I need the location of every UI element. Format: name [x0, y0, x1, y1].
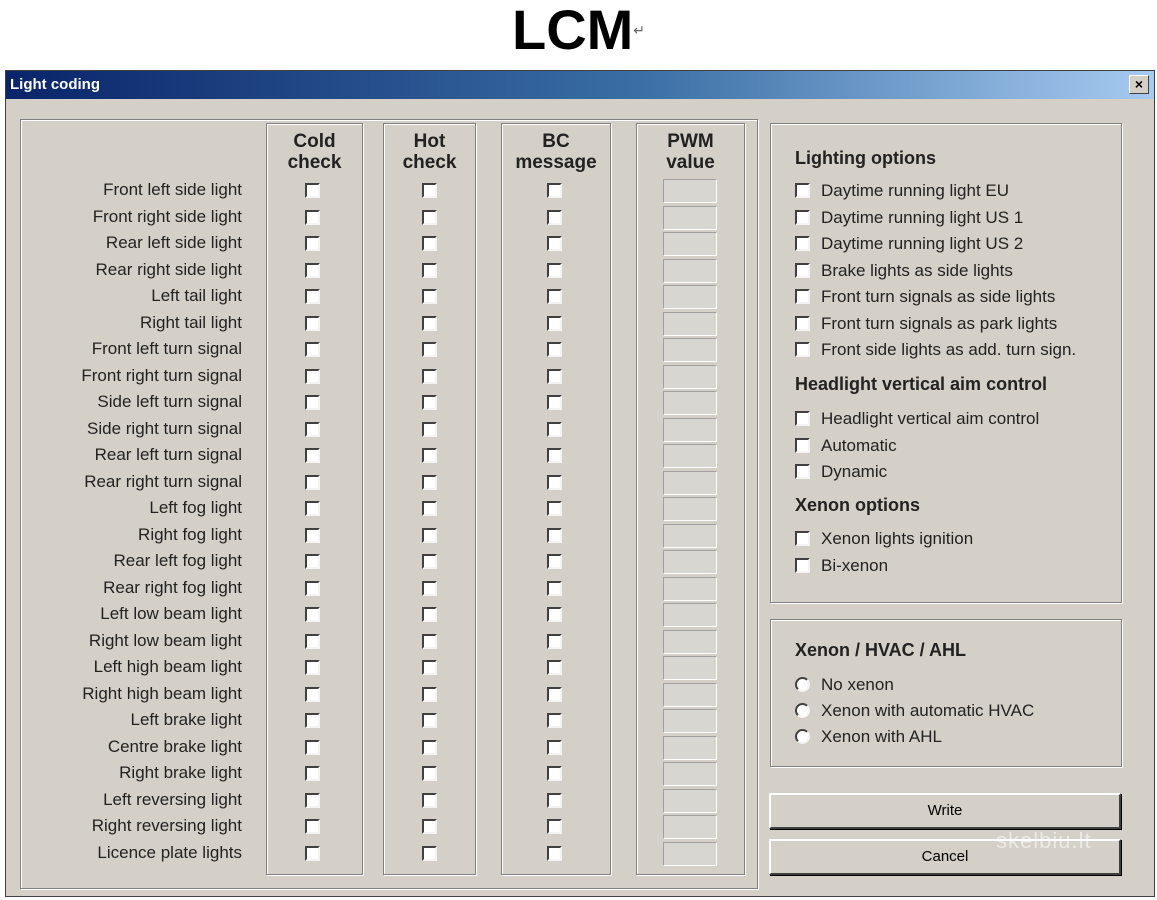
cold-check-checkbox[interactable]: [305, 846, 320, 861]
bc-message-checkbox[interactable]: [547, 766, 562, 781]
bc-message-checkbox[interactable]: [547, 660, 562, 675]
checkbox[interactable]: [795, 263, 810, 278]
bc-message-checkbox[interactable]: [547, 448, 562, 463]
checkbox[interactable]: [795, 236, 810, 251]
option-label: Front turn signals as side lights: [821, 287, 1056, 306]
pwm-value-input[interactable]: [663, 789, 717, 813]
row-label: Rear right turn signal: [84, 471, 242, 491]
row-label: Side right turn signal: [87, 418, 242, 438]
bc-message-checkbox[interactable]: [547, 528, 562, 543]
xenon-hvac-ahl-panel: [770, 619, 1122, 767]
pwm-value-input[interactable]: [663, 365, 717, 389]
cold-check-checkbox[interactable]: [305, 607, 320, 622]
bc-message-checkbox[interactable]: [547, 263, 562, 278]
row-label: Front right side light: [92, 206, 242, 226]
pwm-value-input[interactable]: [663, 312, 717, 336]
cold-check-checkbox[interactable]: [305, 660, 320, 675]
cold-check-checkbox[interactable]: [305, 183, 320, 198]
hot-check-checkbox[interactable]: [422, 236, 437, 251]
titlebar[interactable]: [6, 71, 1154, 99]
bc-message-checkbox[interactable]: [547, 369, 562, 384]
hot-check-checkbox[interactable]: [422, 369, 437, 384]
checkbox[interactable]: [795, 316, 810, 331]
row-label: Right low beam light: [88, 630, 242, 650]
checkbox[interactable]: [795, 558, 810, 573]
cold-check-checkbox[interactable]: [305, 687, 320, 702]
hot-check-checkbox[interactable]: [422, 528, 437, 543]
option-label: Xenon lights ignition: [821, 529, 974, 548]
bc-message-checkbox[interactable]: [547, 687, 562, 702]
pwm-value-input[interactable]: [663, 815, 717, 839]
checkbox[interactable]: [795, 342, 810, 357]
pwm-value-input[interactable]: [663, 206, 717, 230]
watermark: skelbiu.lt: [996, 828, 1092, 853]
option-label: Headlight vertical aim control: [821, 409, 1040, 428]
cold-check-checkbox[interactable]: [305, 740, 320, 755]
pwm-value-input[interactable]: [663, 391, 717, 415]
row-label: Left reversing light: [103, 789, 242, 809]
cold-check-checkbox[interactable]: [305, 501, 320, 516]
bc-message-header-line2: message: [515, 152, 597, 173]
pwm-value-input[interactable]: [663, 656, 717, 680]
hot-check-checkbox[interactable]: [422, 819, 437, 834]
hot-check-checkbox[interactable]: [422, 263, 437, 278]
bc-message-checkbox[interactable]: [547, 501, 562, 516]
hot-check-checkbox[interactable]: [422, 342, 437, 357]
bc-message-checkbox[interactable]: [547, 713, 562, 728]
cold-check-checkbox[interactable]: [305, 448, 320, 463]
cold-check-checkbox[interactable]: [305, 236, 320, 251]
hot-check-checkbox[interactable]: [422, 581, 437, 596]
hot-check-checkbox[interactable]: [422, 395, 437, 410]
cold-check-checkbox[interactable]: [305, 713, 320, 728]
pwm-value-input[interactable]: [663, 524, 717, 548]
pwm-value-header-line2: value: [666, 152, 715, 173]
row-label: Left high beam light: [93, 657, 242, 676]
hot-check-checkbox[interactable]: [422, 316, 437, 331]
bc-message-checkbox[interactable]: [547, 819, 562, 834]
bc-message-checkbox[interactable]: [547, 554, 562, 569]
option-label: Daytime running light EU: [821, 181, 1010, 200]
pwm-value-input[interactable]: [663, 497, 717, 521]
row-label: Rear right side light: [95, 259, 242, 279]
pwm-value-input[interactable]: [663, 259, 717, 283]
checkbox[interactable]: [795, 531, 810, 546]
cold-check-checkbox[interactable]: [305, 395, 320, 410]
row-label: Right fog light: [138, 524, 242, 544]
bc-message-checkbox[interactable]: [547, 740, 562, 755]
hot-check-checkbox[interactable]: [422, 422, 437, 437]
bc-message-checkbox[interactable]: [547, 316, 562, 331]
hot-check-checkbox[interactable]: [422, 607, 437, 622]
hot-check-checkbox[interactable]: [422, 766, 437, 781]
option-label: Front turn signals as park lights: [821, 313, 1058, 333]
option-label: Automatic: [821, 435, 897, 455]
row-label: Right tail light: [139, 312, 242, 332]
bc-message-checkbox[interactable]: [547, 846, 562, 861]
bc-message-checkbox[interactable]: [547, 183, 562, 198]
row-label: Front right turn signal: [81, 365, 242, 385]
checkbox[interactable]: [795, 210, 810, 225]
row-label: Right reversing light: [91, 816, 242, 835]
checkbox[interactable]: [795, 183, 810, 198]
cold-check-checkbox[interactable]: [305, 422, 320, 437]
write-button[interactable]: Write: [769, 793, 1121, 829]
checkbox[interactable]: [795, 438, 810, 453]
bc-message-header-line1: BC: [542, 131, 570, 152]
cold-check-checkbox[interactable]: [305, 369, 320, 384]
pwm-value-input[interactable]: [663, 444, 717, 468]
row-label: Right high beam light: [82, 683, 242, 703]
pwm-value-input[interactable]: [663, 736, 717, 760]
pwm-value-input[interactable]: [663, 709, 717, 733]
cold-check-checkbox[interactable]: [305, 263, 320, 278]
hot-check-checkbox[interactable]: [422, 660, 437, 675]
hot-check-checkbox[interactable]: [422, 448, 437, 463]
close-button[interactable]: [1129, 75, 1149, 94]
hot-check-checkbox[interactable]: [422, 846, 437, 861]
bc-message-checkbox[interactable]: [547, 289, 562, 304]
option-label: Dynamic: [821, 462, 888, 481]
pwm-value-input[interactable]: [663, 550, 717, 574]
bc-message-checkbox[interactable]: [547, 236, 562, 251]
bc-message-checkbox[interactable]: [547, 422, 562, 437]
cold-check-checkbox[interactable]: [305, 766, 320, 781]
row-label: Left low beam light: [100, 604, 242, 623]
row-label: Left tail light: [151, 286, 242, 305]
hot-check-checkbox[interactable]: [422, 793, 437, 808]
bc-message-checkbox[interactable]: [547, 342, 562, 357]
radio-button[interactable]: [795, 729, 810, 744]
pwm-value-header-line1: PWM: [667, 131, 714, 152]
row-label: Rear left side light: [105, 233, 242, 252]
pwm-value-input[interactable]: [663, 842, 717, 866]
row-label: Left fog light: [149, 498, 242, 517]
row-label: Right brake light: [119, 763, 242, 782]
cold-check-checkbox[interactable]: [305, 316, 320, 331]
pwm-value-input[interactable]: [663, 683, 717, 707]
window-title: Light coding: [10, 76, 100, 93]
option-label: Xenon with AHL: [821, 727, 942, 746]
cold-check-checkbox[interactable]: [305, 634, 320, 649]
hot-check-header-line2: check: [402, 152, 457, 173]
row-label: Rear right fog light: [103, 577, 242, 597]
pwm-value-input[interactable]: [663, 179, 717, 203]
hot-check-checkbox[interactable]: [422, 740, 437, 755]
hot-check-checkbox[interactable]: [422, 634, 437, 649]
pwm-value-input[interactable]: [663, 338, 717, 362]
pwm-value-input[interactable]: [663, 577, 717, 601]
cold-check-checkbox[interactable]: [305, 528, 320, 543]
xenon-options-heading: Xenon options: [795, 495, 920, 515]
pwm-value-input[interactable]: [663, 232, 717, 256]
checkbox[interactable]: [795, 411, 810, 426]
hot-check-checkbox[interactable]: [422, 687, 437, 702]
cold-check-checkbox[interactable]: [305, 793, 320, 808]
checkbox[interactable]: [795, 464, 810, 479]
pwm-value-input[interactable]: [663, 603, 717, 627]
bc-message-checkbox[interactable]: [547, 210, 562, 225]
page-heading: [0, 0, 1157, 70]
hot-check-checkbox[interactable]: [422, 713, 437, 728]
option-label: Brake lights as side lights: [821, 260, 1013, 280]
radio-button[interactable]: [795, 677, 810, 692]
bc-message-checkbox[interactable]: [547, 475, 562, 490]
bc-message-checkbox[interactable]: [547, 581, 562, 596]
row-label: Left brake light: [130, 710, 242, 729]
pwm-value-input[interactable]: [663, 762, 717, 786]
cancel-button[interactable]: Cancel: [769, 839, 1121, 875]
cold-check-checkbox[interactable]: [305, 289, 320, 304]
option-label: No xenon: [821, 675, 894, 694]
row-label: Licence plate lights: [97, 842, 242, 862]
pwm-value-input[interactable]: [663, 418, 717, 442]
close-icon: ×: [1134, 76, 1144, 92]
option-label: Front side lights as add. turn sign.: [821, 340, 1077, 359]
cold-check-checkbox[interactable]: [305, 342, 320, 357]
return-mark: ↵: [633, 22, 646, 38]
cold-check-checkbox[interactable]: [305, 554, 320, 569]
bc-message-checkbox[interactable]: [547, 607, 562, 622]
option-label: Daytime running light US 2: [821, 234, 1024, 253]
page-heading-text: LCM: [511, 0, 634, 61]
cold-check-checkbox[interactable]: [305, 581, 320, 596]
row-label: Front left turn signal: [91, 339, 242, 358]
radio-button[interactable]: [795, 703, 810, 718]
option-label: Xenon with automatic HVAC: [821, 701, 1035, 720]
checkbox[interactable]: [795, 289, 810, 304]
hot-check-checkbox[interactable]: [422, 554, 437, 569]
hot-check-header-line1: Hot: [413, 131, 446, 152]
hot-check-checkbox[interactable]: [422, 210, 437, 225]
headlight-aim-heading: Headlight vertical aim control: [795, 374, 1048, 394]
pwm-value-input[interactable]: [663, 630, 717, 654]
hot-check-checkbox[interactable]: [422, 475, 437, 490]
hot-check-checkbox[interactable]: [422, 289, 437, 304]
cold-check-header-line1: Cold: [293, 131, 336, 152]
lighting-options-panel: [770, 123, 1122, 603]
bc-message-checkbox[interactable]: [547, 793, 562, 808]
pwm-value-input[interactable]: [663, 471, 717, 495]
hot-check-checkbox[interactable]: [422, 501, 437, 516]
cold-check-checkbox[interactable]: [305, 210, 320, 225]
cold-check-header-line2: check: [287, 152, 342, 173]
option-label: Daytime running light US 1: [821, 207, 1024, 227]
row-label: Rear left turn signal: [94, 445, 242, 464]
xenon-hvac-ahl-heading: Xenon / HVAC / AHL: [795, 640, 966, 660]
row-label: Side left turn signal: [97, 392, 242, 411]
row-label: Front left side light: [103, 180, 242, 199]
option-label: Bi-xenon: [821, 555, 889, 575]
light-coding-window: [5, 70, 1155, 897]
row-label: Rear left fog light: [113, 551, 242, 570]
bc-message-checkbox[interactable]: [547, 634, 562, 649]
row-label: Centre brake light: [107, 736, 242, 756]
cold-check-checkbox[interactable]: [305, 475, 320, 490]
bc-message-checkbox[interactable]: [547, 395, 562, 410]
hot-check-checkbox[interactable]: [422, 183, 437, 198]
pwm-value-input[interactable]: [663, 285, 717, 309]
cold-check-checkbox[interactable]: [305, 819, 320, 834]
lighting-options-heading: Lighting options: [795, 148, 936, 168]
